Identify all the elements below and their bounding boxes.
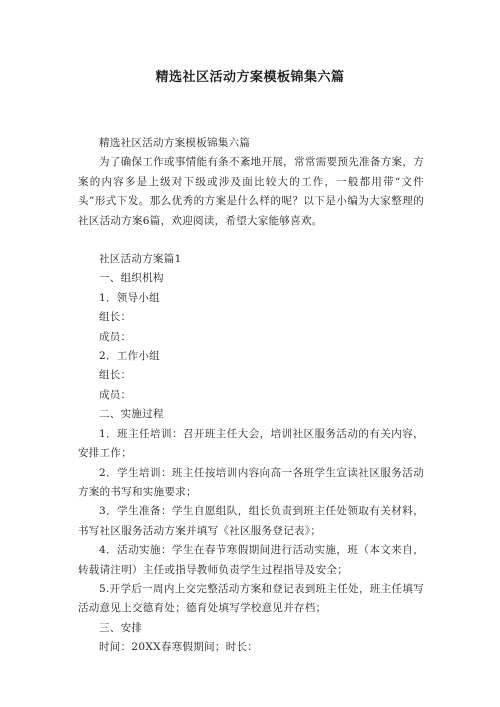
section-title: 社区活动方案篇1 xyxy=(99,253,182,266)
document-title: 精选社区活动方案模板锦集六篇 xyxy=(155,70,345,85)
paragraph-gap xyxy=(78,231,424,250)
work-group-item: 2．工作小组 xyxy=(99,350,160,363)
members-line: 成员： xyxy=(99,330,132,343)
process-step: 5.开学后一周内上交完整活动方案和登记表到班主任处，班主任填写活动意见上交德育处；德育处填写学校意见并存档； xyxy=(78,582,424,615)
group-leader-line: 组长： xyxy=(99,311,132,324)
document-body xyxy=(78,134,424,658)
members-line: 成员： xyxy=(99,388,132,401)
process-step: 3．学生准备：学生自愿组队，组长负责到班主任处领取有关材料，书写社区服务活动方案并填写《社区服务登记表》； xyxy=(78,505,424,537)
leader-group-item: 1．领导小组 xyxy=(99,291,160,304)
arrange-heading: 三、安排 xyxy=(99,621,143,634)
process-step: 1．班主任培训：召开班主任大会，培训社区服务活动的有关内容，安排工作； xyxy=(78,427,424,460)
process-step: 2．学生培训：班主任按培训内容向高一各班学生宣读社区服务活动方案的书写和实施要求； xyxy=(78,466,424,498)
time-line: 时间：20XX春寒假期间；时长： xyxy=(99,641,259,654)
org-heading: 一、组织机构 xyxy=(99,272,164,285)
document-subtitle: 精选社区活动方案模板锦集六篇 xyxy=(99,137,251,149)
process-step: 4．活动实施：学生在春节寒假期间进行活动实施，班（本文来自，转载请注明）主任或指导教师负责学生过程指导及安全； xyxy=(78,544,424,576)
group-leader-line: 组长： xyxy=(99,369,132,382)
process-heading: 二、实施过程 xyxy=(99,408,164,421)
intro-paragraph: 为了确保工作或事情能有条不紊地开展，常常需要预先准备方案，方案的内容多是上级对下级或涉及面比较大的工作，一般都用带“文件头”形式下发。那么优秀的方案是什么样的呢？以下是小编为大家整理的社区活动方案6篇，欢迎阅读，希望大家能够喜欢。 xyxy=(78,156,424,227)
